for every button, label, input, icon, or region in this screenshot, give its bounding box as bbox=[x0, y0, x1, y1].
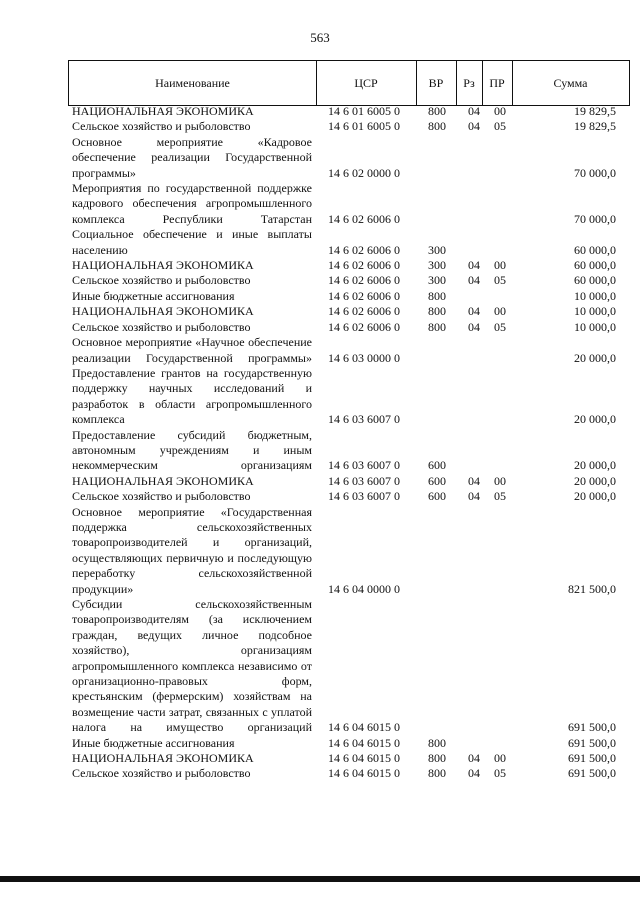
row-name: Сельское хозяйство и рыболовство bbox=[72, 489, 251, 504]
page-bottom-border bbox=[0, 876, 640, 882]
row-vr: 800 bbox=[428, 288, 446, 303]
table-row bbox=[72, 273, 616, 288]
table-row bbox=[72, 489, 616, 504]
row-vr: 800 bbox=[428, 119, 446, 134]
table-body bbox=[72, 104, 616, 782]
row-sum: 60 000,0 bbox=[574, 273, 616, 288]
row-rz: 04 bbox=[468, 119, 480, 134]
row-name: Сельское хозяйство и рыболовство bbox=[72, 273, 251, 288]
row-pr: 05 bbox=[494, 119, 506, 134]
row-csr: 14 6 03 6007 0 bbox=[328, 489, 400, 504]
row-sum: 20 000,0 bbox=[574, 350, 616, 365]
row-sum: 10 000,0 bbox=[574, 319, 616, 334]
row-rz: 04 bbox=[468, 473, 480, 488]
table-row bbox=[72, 227, 616, 258]
row-csr: 14 6 02 6006 0 bbox=[328, 258, 400, 273]
row-csr: 14 6 01 6005 0 bbox=[328, 104, 400, 118]
row-csr: 14 6 03 6007 0 bbox=[328, 412, 400, 427]
row-name: Социальное обеспечение и иные выплаты населению bbox=[72, 227, 312, 257]
row-name: Иные бюджетные ассигнования bbox=[72, 735, 235, 750]
row-sum: 691 500,0 bbox=[568, 751, 616, 766]
row-vr: 800 bbox=[428, 751, 446, 766]
row-sum: 20 000,0 bbox=[574, 489, 616, 504]
header-rz: Рз bbox=[463, 75, 475, 90]
row-vr: 600 bbox=[428, 489, 446, 504]
table-row bbox=[72, 119, 616, 134]
table-row bbox=[72, 304, 616, 319]
row-csr: 14 6 04 0000 0 bbox=[328, 581, 400, 596]
table-row bbox=[72, 474, 616, 489]
row-pr: 05 bbox=[494, 766, 506, 781]
row-csr: 14 6 01 6005 0 bbox=[328, 119, 400, 134]
row-sum: 691 500,0 bbox=[568, 720, 616, 735]
row-sum: 20 000,0 bbox=[574, 473, 616, 488]
row-name: НАЦИОНАЛЬНАЯ ЭКОНОМИКА bbox=[72, 751, 254, 766]
row-name: Сельское хозяйство и рыболовство bbox=[72, 319, 251, 334]
row-name: Предоставление субсидий бюджетным, автономным учреждениям и иным некоммерческим организациям bbox=[72, 427, 312, 473]
row-csr: 14 6 04 6015 0 bbox=[328, 751, 400, 766]
row-name: НАЦИОНАЛЬНАЯ ЭКОНОМИКА bbox=[72, 104, 254, 118]
row-csr: 14 6 04 6015 0 bbox=[328, 720, 400, 735]
row-csr: 14 6 02 6006 0 bbox=[328, 211, 400, 226]
row-name: НАЦИОНАЛЬНАЯ ЭКОНОМИКА bbox=[72, 258, 254, 273]
row-sum: 10 000,0 bbox=[574, 288, 616, 303]
row-csr: 14 6 02 6006 0 bbox=[328, 319, 400, 334]
row-name: Основное мероприятие «Кадровое обеспечение реализации Государственной программы» bbox=[72, 134, 312, 180]
row-csr: 14 6 02 6006 0 bbox=[328, 304, 400, 319]
row-csr: 14 6 02 6006 0 bbox=[328, 273, 400, 288]
row-rz: 04 bbox=[468, 751, 480, 766]
row-vr: 800 bbox=[428, 304, 446, 319]
row-vr: 600 bbox=[428, 473, 446, 488]
row-name: Сельское хозяйство и рыболовство bbox=[72, 119, 251, 134]
row-pr: 00 bbox=[494, 304, 506, 319]
row-csr: 14 6 02 6006 0 bbox=[328, 242, 400, 257]
table-row bbox=[72, 597, 616, 736]
row-csr: 14 6 03 6007 0 bbox=[328, 473, 400, 488]
row-name: Основное мероприятие «Государственная поддержка сельскохозяйственных товаропроизводителей и организаций, осуществляющих первичную и последующую переработку сельскохозяйственной продукции» bbox=[72, 504, 312, 596]
row-rz: 04 bbox=[468, 258, 480, 273]
row-name: НАЦИОНАЛЬНАЯ ЭКОНОМИКА bbox=[72, 304, 254, 319]
row-rz: 04 bbox=[468, 273, 480, 288]
table-row bbox=[72, 751, 616, 766]
row-rz: 04 bbox=[468, 489, 480, 504]
row-name: Основное мероприятие «Научное обеспечение реализации Государственной программы» bbox=[72, 335, 312, 365]
row-vr: 800 bbox=[428, 766, 446, 781]
row-sum: 19 829,5 bbox=[574, 119, 616, 134]
table-row bbox=[72, 289, 616, 304]
row-vr: 300 bbox=[428, 273, 446, 288]
row-name: Субсидии сельскохозяйственным товаропроизводителям (за исключением граждан, ведущих личное подсобное хозяйство), организациям агропромышленного комплекса независимо от организационно-правовых форм, крестьянским (фермерским) хозяйствам на возмещение части затрат, связанных с уплатой налога на имущество организаций bbox=[72, 597, 312, 735]
row-pr: 00 bbox=[494, 473, 506, 488]
table-row bbox=[72, 736, 616, 751]
row-sum: 821 500,0 bbox=[568, 581, 616, 596]
row-sum: 70 000,0 bbox=[574, 211, 616, 226]
table-row bbox=[72, 258, 616, 273]
table-row bbox=[72, 335, 616, 366]
table-row bbox=[72, 505, 616, 597]
table-row bbox=[72, 104, 616, 119]
row-csr: 14 6 03 0000 0 bbox=[328, 350, 400, 365]
row-sum: 691 500,0 bbox=[568, 735, 616, 750]
table-row bbox=[72, 428, 616, 474]
row-sum: 19 829,5 bbox=[574, 104, 616, 118]
header-csr: ЦСР bbox=[354, 75, 378, 90]
row-csr: 14 6 02 0000 0 bbox=[328, 165, 400, 180]
row-rz: 04 bbox=[468, 104, 480, 118]
header-vr: ВР bbox=[428, 75, 444, 90]
header-pr: ПР bbox=[489, 75, 505, 90]
row-csr: 14 6 02 6006 0 bbox=[328, 288, 400, 303]
row-pr: 00 bbox=[494, 751, 506, 766]
table-row bbox=[72, 135, 616, 181]
row-csr: 14 6 04 6015 0 bbox=[328, 735, 400, 750]
row-sum: 691 500,0 bbox=[568, 766, 616, 781]
table-row bbox=[72, 320, 616, 335]
page-number: 563 bbox=[310, 30, 330, 45]
row-sum: 20 000,0 bbox=[574, 458, 616, 473]
row-pr: 00 bbox=[494, 104, 506, 118]
table-row bbox=[72, 366, 616, 428]
row-csr: 14 6 04 6015 0 bbox=[328, 766, 400, 781]
header-name: Наименование bbox=[155, 75, 230, 90]
table-header bbox=[68, 60, 630, 106]
row-pr: 05 bbox=[494, 319, 506, 334]
row-sum: 20 000,0 bbox=[574, 412, 616, 427]
row-csr: 14 6 03 6007 0 bbox=[328, 458, 400, 473]
row-vr: 300 bbox=[428, 242, 446, 257]
row-pr: 00 bbox=[494, 258, 506, 273]
row-vr: 800 bbox=[428, 735, 446, 750]
header-sum: Сумма bbox=[553, 75, 588, 90]
row-pr: 05 bbox=[494, 489, 506, 504]
row-sum: 60 000,0 bbox=[574, 242, 616, 257]
row-name: Сельское хозяйство и рыболовство bbox=[72, 766, 251, 781]
row-pr: 05 bbox=[494, 273, 506, 288]
row-vr: 300 bbox=[428, 258, 446, 273]
row-sum: 10 000,0 bbox=[574, 304, 616, 319]
row-rz: 04 bbox=[468, 304, 480, 319]
row-name: Предоставление грантов на государственную поддержку научных исследований и разработок в области агропромышленного комплекса bbox=[72, 365, 312, 427]
row-sum: 70 000,0 bbox=[574, 165, 616, 180]
row-rz: 04 bbox=[468, 319, 480, 334]
row-vr: 800 bbox=[428, 319, 446, 334]
row-name: Мероприятия по государственной поддержке кадрового обеспечения агропромышленного комплекса Республики Татарстан bbox=[72, 181, 312, 226]
row-name: НАЦИОНАЛЬНАЯ ЭКОНОМИКА bbox=[72, 473, 254, 488]
table-row bbox=[72, 181, 616, 227]
row-vr: 600 bbox=[428, 458, 446, 473]
row-sum: 60 000,0 bbox=[574, 258, 616, 273]
table-row bbox=[72, 766, 616, 781]
row-vr: 800 bbox=[428, 104, 446, 118]
row-name: Иные бюджетные ассигнования bbox=[72, 288, 235, 303]
row-rz: 04 bbox=[468, 766, 480, 781]
